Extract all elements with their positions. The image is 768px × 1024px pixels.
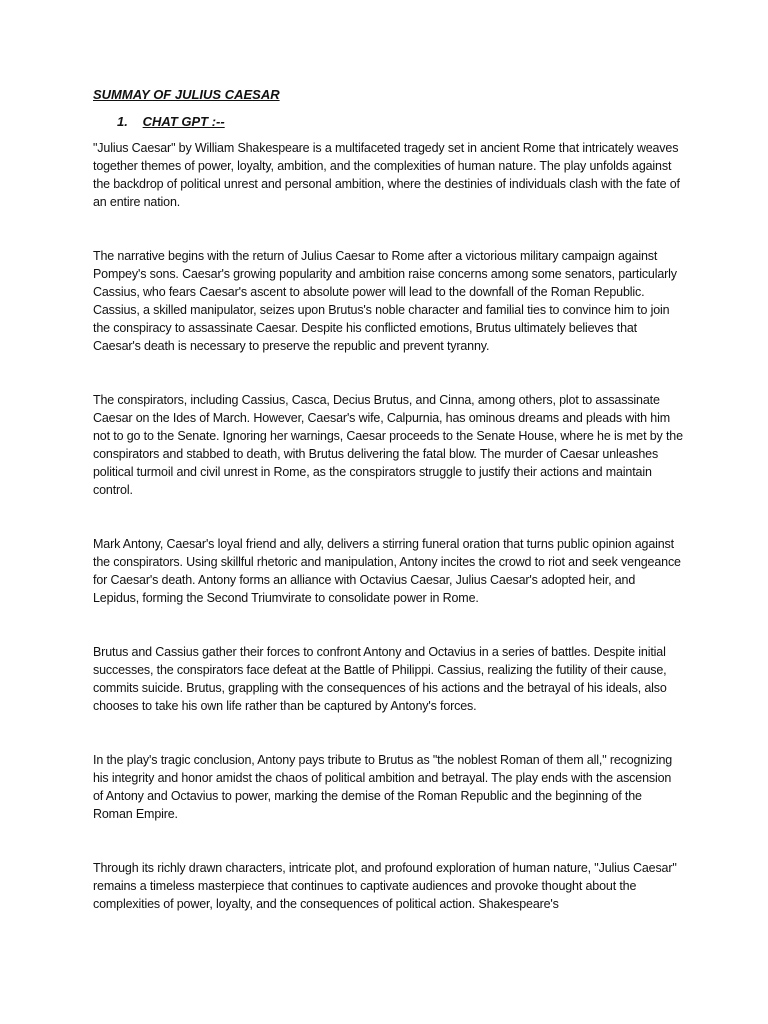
document-body xyxy=(93,86,683,913)
paragraph-conclusion: In the play's tragic conclusion, Antony pays tribute to Brutus as "the noblest Roman of them all," recognizing his integrity and honor amidst the chaos of political ambition and betrayal. The play ends with the ascension of Antony and Octavius to power, marking the demise of the Roman Republic and the beginning of the Roman Empire. xyxy=(93,753,673,821)
paragraph-philippi: Brutus and Cassius gather their forces to confront Antony and Octavius in a series of battles. Despite initial successes, the conspirators face defeat at the Battle of Philippi. Cassius, realizing the futility of their cause, commits suicide. Brutus, grappling with the consequences of his actions and the betrayal of his ideals, also chooses to take his own life rather than be captured by Antony's forces. xyxy=(93,645,667,713)
paragraph-narrative: The narrative begins with the return of Julius Caesar to Rome after a victorious military campaign against Pompey's sons. Caesar's growing popularity and ambition raise concerns among some senators, particularly Cassius, who fears Caesar's ascent to absolute power will lead to the downfall of the Roman Republic. Cassius, a skilled manipulator, seizes upon Brutus's noble character and familial ties to convince him to join the conspiracy to assassinate Caesar. Despite his conflicted emotions, Brutus ultimately believes that Caesar's death is necessary to preserve the republic and prevent tyranny. xyxy=(93,249,677,353)
paragraph-intro: "Julius Caesar" by William Shakespeare is a multifaceted tragedy set in ancient Rome that intricately weaves together themes of power, loyalty, ambition, and the complexities of human nature. The play unfolds against the backdrop of political unrest and personal ambition, where the destinies of individuals clash with the fate of an entire nation. xyxy=(93,141,680,209)
document-title: SUMMAY OF JULIUS CAESAR xyxy=(93,87,280,102)
paragraph-antony: Mark Antony, Caesar's loyal friend and ally, delivers a stirring funeral oration that turns public opinion against the conspirators. Using skillful rhetoric and manipulation, Antony incites the crowd to riot and seek vengeance for Caesar's death. Antony forms an alliance with Octavius Caesar, Julius Caesar's adopted heir, and Lepidus, forming the Second Triumvirate to consolidate power in Rome. xyxy=(93,537,681,605)
paragraph-legacy: Through its richly drawn characters, intricate plot, and profound exploration of human nature, "Julius Caesar" remains a timeless masterpiece that continues to captivate audiences and provoke thought about the complexities of power, loyalty, and the consequences of political action. Shakespeare's xyxy=(93,861,677,911)
paragraph-conspiracy: The conspirators, including Cassius, Casca, Decius Brutus, and Cinna, among others, plot to assassinate Caesar on the Ides of March. However, Caesar's wife, Calpurnia, has ominous dreams and pleads with him not to go to the Senate. Ignoring her warnings, Caesar proceeds to the Senate House, where he is met by the conspirators and stabbed to death, with Brutus delivering the fatal blow. The murder of Caesar unleashes political turmoil and civil unrest in Rome, as the conspirators struggle to justify their actions and maintain control. xyxy=(93,393,683,497)
list-item-number: 1. xyxy=(117,114,128,129)
list-item-label: CHAT GPT :-- xyxy=(142,114,225,129)
numbered-list-item xyxy=(117,113,683,131)
